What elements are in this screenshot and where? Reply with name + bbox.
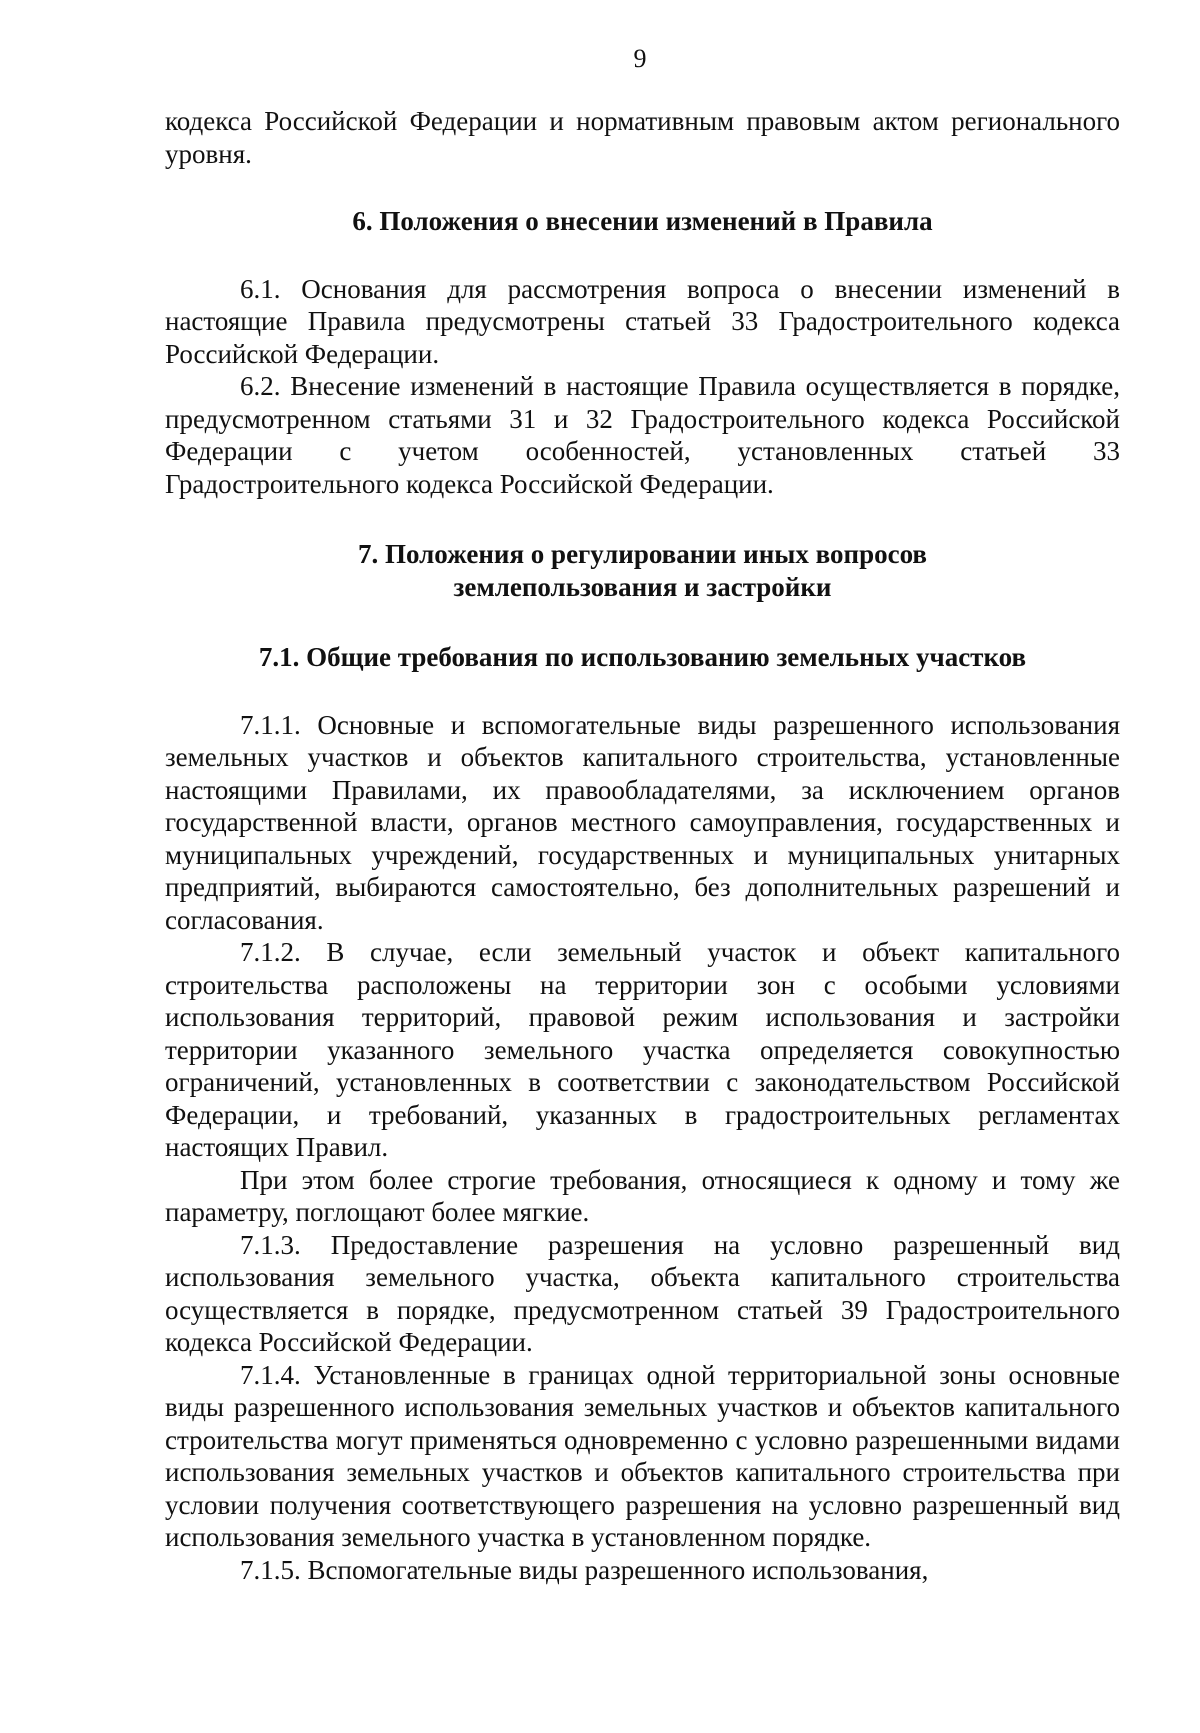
section-6-heading: 6. Положения о внесении изменений в Правила [352, 206, 933, 236]
paragraph-7-1-1: 7.1.1. Основные и вспомогательные виды разрешенного использования земельных участков и объектов капитального строительства, установленные настоящими Правилами, их правообладателями, за исключением органов государственной власти, органов местного самоуправления, государственных и муниципальных учреждений, государственных и муниципальных унитарных предприятий, выбираются самостоятельно, без дополнительных разрешений и согласования. [165, 709, 1120, 935]
paragraph-7-1-5: 7.1.5. Вспомогательные виды разрешенного использования, [240, 1554, 929, 1585]
section-7-heading [165, 538, 1120, 603]
document-body [165, 105, 1120, 1586]
paragraph-6-1: 6.1. Основания для рассмотрения вопроса о внесении изменений в настоящие Правила предусмотрены статьей 33 Градостроительного кодекса Российской Федерации. [165, 273, 1120, 369]
paragraph-7-1-2-continued: При этом более строгие требования, относящиеся к одному и тому же параметру, поглощают более мягкие. [165, 1164, 1120, 1227]
paragraph-7-1-4: 7.1.4. Установленные в границах одной территориальной зоны основные виды разрешенного использования земельных участков и объектов капитального строительства могут применяться одновременно с условно разрешенными видами использования земельных участков и объектов капитального строительства при условии получения соответствующего разрешения на условно разрешенный вид использования земельного участка в установленном порядке. [165, 1359, 1120, 1552]
section-7-heading-line-1: 7. Положения о регулировании иных вопросов [358, 539, 927, 569]
section-7-heading-line-2: землепользования и застройки [453, 571, 832, 602]
paragraph-7-1-2: 7.1.2. В случае, если земельный участок и объект капитального строительства расположены на территории зон с особыми условиями использования территорий, правовой режим использования и застройки территории указанного земельного участка определяется совокупностью ограничений, установленных в соответствии с законодательством Российской Федерации, и требований, указанных в градостроительных регламентах настоящих Правил. [165, 937, 1120, 1162]
intro-paragraph: кодекса Российской Федерации и нормативным правовым актом регионального уровня. [165, 106, 1120, 169]
paragraph-7-1-3: 7.1.3. Предоставление разрешения на условно разрешенный вид использования земельного участка, объекта капитального строительства осуществляется в порядке, предусмотренном статьей 39 Градостроительного кодекса Российской Федерации. [165, 1229, 1120, 1357]
paragraph-6-2: 6.2. Внесение изменений в настоящие Правила осуществляется в порядке, предусмотренном статьями 31 и 32 Градостроительного кодекса Российской Федерации с учетом особенностей, установленных статьей 33 Градостроительного кодекса Российской Федерации. [165, 371, 1120, 499]
subsection-7-1-heading: 7.1. Общие требования по использованию земельных участков [258, 642, 1027, 672]
page-number: 9 [633, 44, 647, 73]
